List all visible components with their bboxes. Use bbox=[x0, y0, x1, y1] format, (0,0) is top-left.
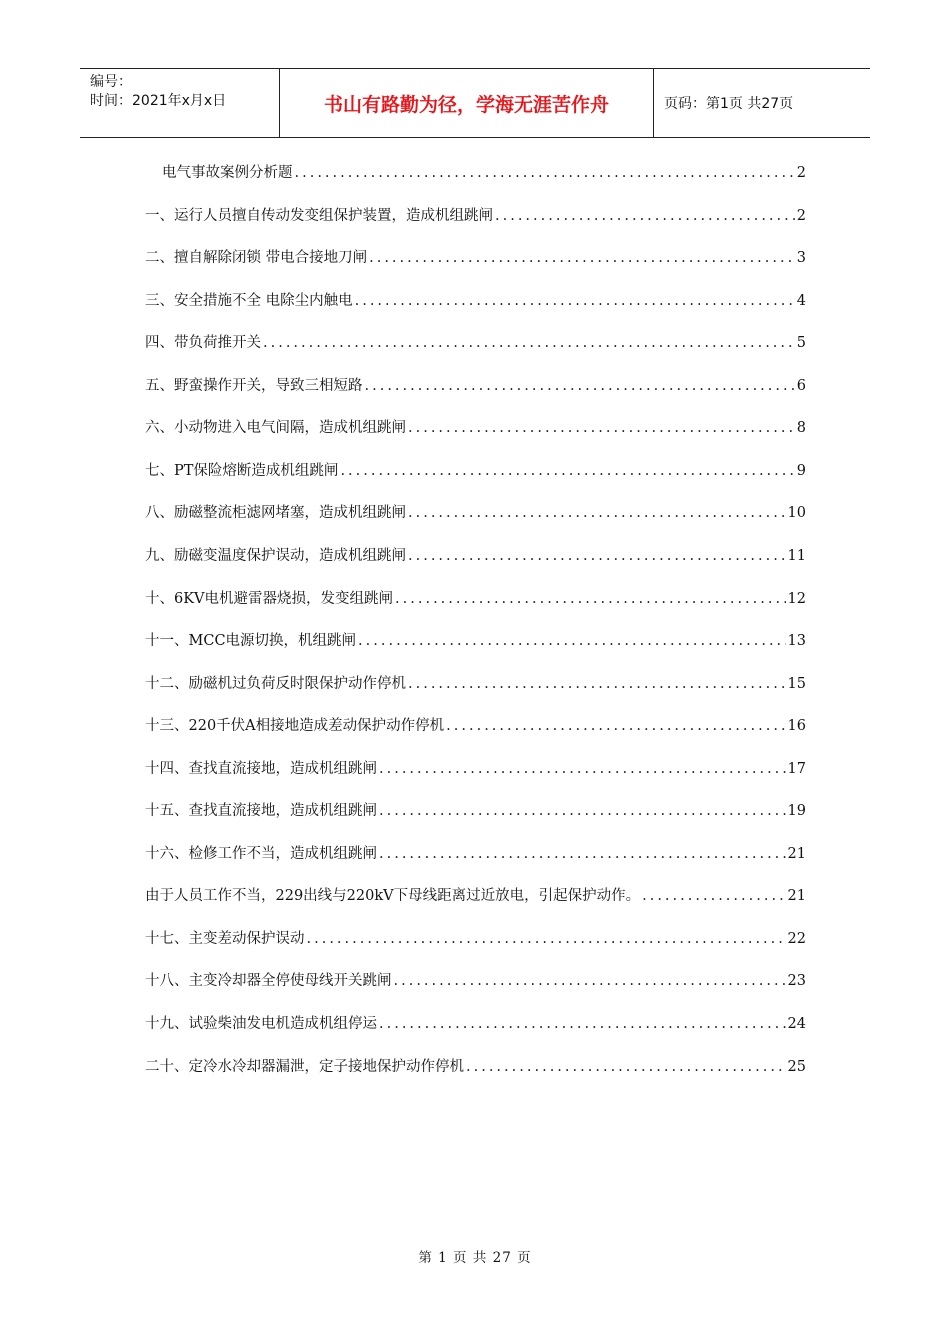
toc-leader-dots bbox=[395, 591, 786, 607]
toc-entry-title: 查找直流接地，造成机组跳闸 bbox=[188, 803, 377, 820]
toc-entry-page: 19 bbox=[787, 803, 806, 820]
toc-entry-page: 2 bbox=[796, 207, 806, 224]
toc-entry-number: 十七、 bbox=[145, 930, 189, 947]
toc-leader-dots bbox=[295, 165, 795, 181]
toc-entry-number: 十四、 bbox=[145, 760, 189, 777]
toc-entry-number: 二十、 bbox=[145, 1058, 189, 1075]
toc-leader-dots bbox=[307, 931, 786, 947]
toc-entry[interactable] bbox=[145, 416, 806, 438]
toc-entry-number: 一、 bbox=[145, 207, 174, 224]
toc-entry-number: 十一、 bbox=[145, 633, 189, 650]
toc-leader-dots bbox=[358, 633, 786, 649]
toc-entry-title: 励磁整流柜滤网堵塞，造成机组跳闸 bbox=[174, 505, 406, 522]
page-footer: 第 1 页 共 27 页 bbox=[418, 1250, 532, 1266]
toc-entry[interactable] bbox=[145, 459, 806, 481]
toc-entry-title: 励磁机过负荷反时限保护动作停机 bbox=[188, 675, 406, 692]
toc-entry-title: 查找直流接地，造成机组跳闸 bbox=[188, 760, 377, 777]
toc-entry[interactable] bbox=[145, 374, 806, 396]
toc-entry-number: 九、 bbox=[145, 547, 174, 564]
toc-entry[interactable] bbox=[145, 246, 806, 268]
toc-leader-dots bbox=[394, 973, 786, 989]
toc-entry[interactable] bbox=[145, 757, 806, 779]
toc-entry-title: 定冷水冷却器漏泄，定子接地保护动作停机 bbox=[188, 1058, 464, 1075]
document-number-label: 编号： bbox=[90, 74, 132, 90]
toc-leader-dots bbox=[379, 803, 786, 819]
toc-leader-dots bbox=[340, 463, 794, 479]
toc-entry-page: 21 bbox=[787, 888, 806, 905]
page-header bbox=[80, 68, 870, 138]
toc-entry-title: 安全措施不全 电除尘内触电 bbox=[174, 292, 353, 309]
toc-entry-number: 七、 bbox=[145, 462, 174, 479]
toc-entry-title: 运行人员擅自传动发变组保护装置，造成机组跳闸 bbox=[174, 207, 493, 224]
toc-entry[interactable] bbox=[145, 884, 806, 906]
toc-leader-dots bbox=[446, 718, 785, 734]
toc-entry-page: 5 bbox=[796, 335, 806, 352]
toc-entry-number: 八、 bbox=[145, 505, 174, 522]
toc-leader-dots bbox=[355, 293, 795, 309]
toc-leader-dots bbox=[379, 1016, 786, 1032]
toc-leader-dots bbox=[495, 208, 795, 224]
toc-entry-title: MCC电源切换，机组跳闸 bbox=[188, 633, 357, 650]
toc-entry[interactable] bbox=[145, 714, 806, 736]
toc-entry-title: 励磁变温度保护误动，造成机组跳闸 bbox=[174, 547, 406, 564]
toc-entry[interactable] bbox=[162, 161, 806, 183]
toc-entry-page: 25 bbox=[787, 1058, 806, 1075]
toc-entry-title: 电气事故案例分析题 bbox=[162, 165, 293, 181]
toc-entry-page: 6 bbox=[796, 377, 806, 394]
toc-entry[interactable] bbox=[145, 587, 806, 609]
toc-leader-dots bbox=[408, 505, 786, 521]
toc-entry-title: 检修工作不当，造成机组跳闸 bbox=[188, 845, 377, 862]
toc-entry-page: 3 bbox=[796, 250, 806, 267]
toc-entry[interactable] bbox=[145, 672, 806, 694]
toc-entry-number: 十三、 bbox=[145, 718, 189, 735]
toc-entry-number: 六、 bbox=[145, 420, 174, 437]
toc-entry-page: 2 bbox=[796, 165, 806, 181]
toc-entry[interactable] bbox=[145, 544, 806, 566]
toc-entry-page: 12 bbox=[787, 590, 806, 607]
toc-entry-title: 小动物进入电气间隔，造成机组跳闸 bbox=[174, 420, 406, 437]
toc-entry[interactable] bbox=[145, 842, 806, 864]
toc-entry-number: 十六、 bbox=[145, 845, 189, 862]
toc-entry-title: 主变差动保护误动 bbox=[188, 930, 305, 947]
toc-leader-dots bbox=[408, 548, 786, 564]
toc-entry-page: 22 bbox=[787, 930, 806, 947]
toc-entry-page: 9 bbox=[796, 462, 806, 479]
toc-entry-page: 16 bbox=[787, 718, 806, 735]
toc-entry-title: 试验柴油发电机造成机组停运 bbox=[188, 1016, 377, 1032]
toc-leader-dots bbox=[408, 420, 795, 436]
toc-entry[interactable] bbox=[145, 1012, 806, 1034]
toc-entry[interactable] bbox=[145, 289, 806, 311]
toc-entry-page: 17 bbox=[787, 760, 806, 777]
toc-entry-title: 由于人员工作不当，229出线与220kV下母线距离过近放电，引起保护动作。 bbox=[145, 888, 641, 905]
toc-entry-number: 十二、 bbox=[145, 675, 189, 692]
toc-entry-page: 10 bbox=[787, 505, 806, 522]
toc-entry[interactable] bbox=[145, 927, 806, 949]
toc-entry-title: 6KV电机避雷器烧损，发变组跳闸 bbox=[174, 590, 394, 607]
toc-entry-number: 四、 bbox=[145, 335, 174, 352]
toc-entry-number: 二、 bbox=[145, 250, 174, 267]
toc-entry[interactable] bbox=[145, 799, 806, 821]
toc-entry-page: 4 bbox=[796, 292, 806, 309]
toc-entry-page: 11 bbox=[787, 547, 806, 564]
toc-entry-page: 13 bbox=[787, 633, 806, 650]
header-meta bbox=[80, 69, 280, 137]
toc-leader-dots bbox=[365, 378, 795, 394]
toc-leader-dots bbox=[379, 761, 786, 777]
toc-entry[interactable] bbox=[145, 501, 806, 523]
toc-entry[interactable] bbox=[145, 629, 806, 651]
toc-entry-title: 220千伏A相接地造成差动保护动作停机 bbox=[188, 718, 445, 735]
toc-entry-number: 十五、 bbox=[145, 803, 189, 820]
toc-entry-title: PT保险熔断造成机组跳闸 bbox=[174, 462, 339, 479]
toc-entry[interactable] bbox=[145, 1055, 806, 1077]
toc-entry-title: 擅自解除闭锁 带电合接地刀闸 bbox=[174, 250, 368, 267]
document-date-label: 时间：2021年x月x日 bbox=[90, 93, 227, 109]
toc-entry-number: 十八、 bbox=[145, 973, 189, 990]
toc-entry[interactable] bbox=[145, 969, 806, 991]
toc-entry-page: 21 bbox=[787, 845, 806, 862]
toc-entry-page: 8 bbox=[796, 420, 806, 437]
toc-entry-title: 野蛮操作开关，导致三相短路 bbox=[174, 377, 363, 394]
toc-entry-number: 五、 bbox=[145, 377, 174, 394]
toc-entry[interactable] bbox=[145, 331, 806, 353]
toc-leader-dots bbox=[263, 335, 795, 351]
toc-entry-title: 主变冷却器全停使母线开关跳闸 bbox=[188, 973, 392, 990]
toc-entry-number: 十九、 bbox=[145, 1016, 189, 1032]
toc-entry-page: 15 bbox=[787, 675, 806, 692]
toc-leader-dots bbox=[642, 888, 785, 904]
toc-leader-dots bbox=[379, 846, 786, 862]
toc-leader-dots bbox=[408, 676, 786, 692]
header-motto: 书山有路勤为径，学海无涯苦作舟 bbox=[280, 69, 654, 137]
toc-entry-title: 带负荷推开关 bbox=[174, 335, 261, 352]
toc-entry[interactable] bbox=[145, 204, 806, 226]
toc-entry-page: 23 bbox=[787, 973, 806, 990]
toc-entry-number: 十、 bbox=[145, 590, 174, 607]
toc-entry-page: 24 bbox=[787, 1016, 806, 1032]
header-page-indicator: 页码：第1页 共27页 bbox=[664, 96, 794, 112]
toc-entry-number: 三、 bbox=[145, 292, 174, 309]
toc-leader-dots bbox=[466, 1059, 786, 1075]
toc-leader-dots bbox=[369, 250, 795, 266]
